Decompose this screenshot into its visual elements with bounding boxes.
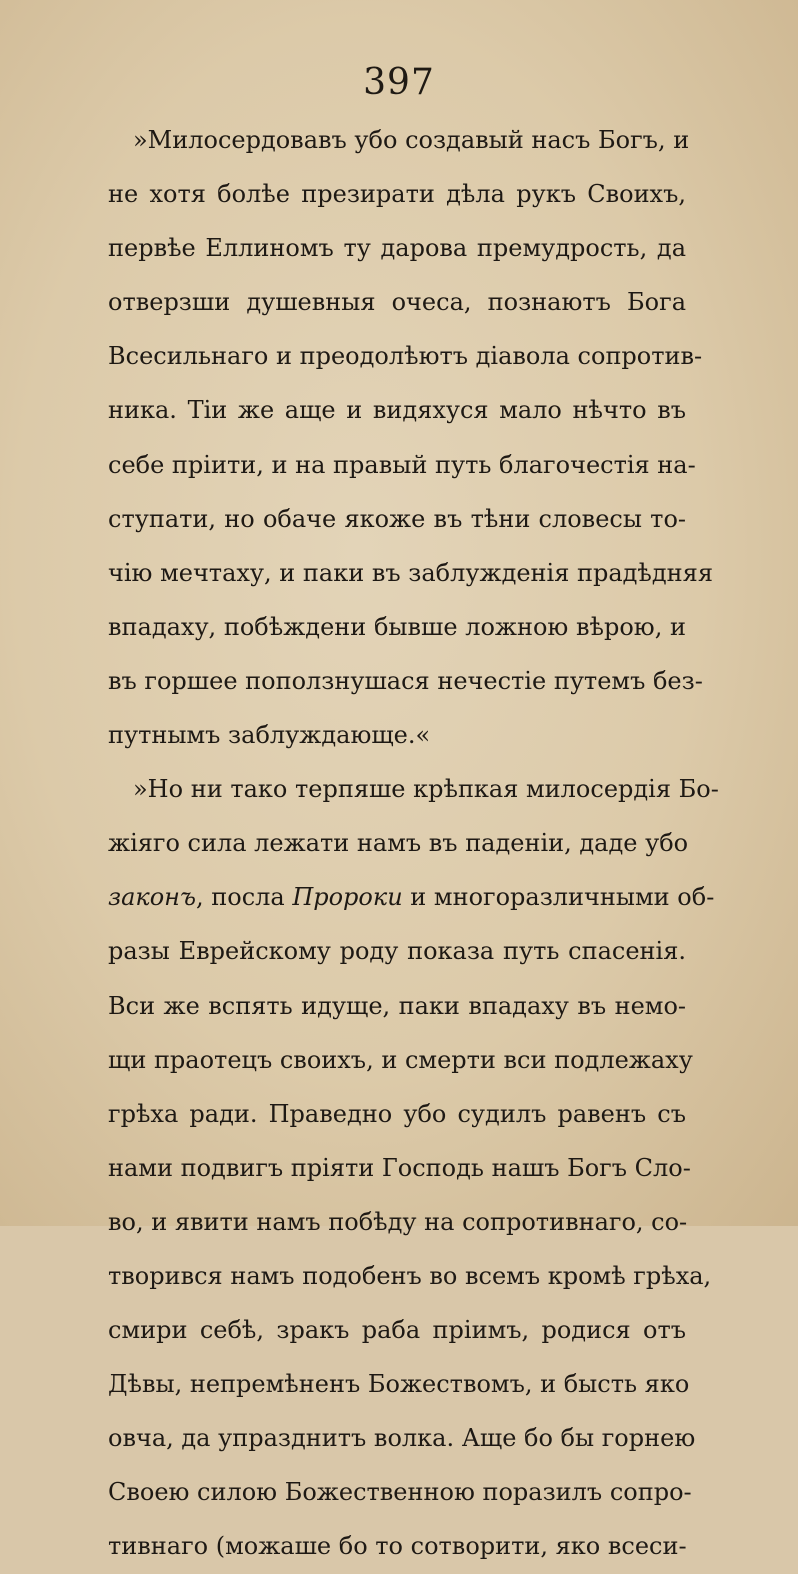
text-line-mixed <box>108 870 715 924</box>
body-text <box>108 113 719 1574</box>
text-line: ника. Тіи же аще и видяхуся мало нѣчто въ <box>108 396 686 425</box>
text-line: щи праотецъ своихъ, и смерти вси подлежаху <box>108 1045 693 1074</box>
text-line: смири себѣ, зракъ раба пріимъ, родися отъ <box>108 1316 686 1345</box>
text-line: нами подвигъ пріяти Господь нашъ Богъ Сло- <box>108 1153 691 1182</box>
text-line: въ горшее поползнушася нечестіе путемъ без- <box>108 666 703 695</box>
text-line: первѣе Еллиномъ ту дарова премудрость, да <box>108 234 686 263</box>
text-line: во, и явити намъ побѣду на сопротивнаго, со- <box>108 1207 688 1236</box>
text-line: Вси же вспять идуще, паки впадаху въ немо- <box>108 991 686 1020</box>
text-line: чію мечтаху, и паки въ заблужденія прадѣдняя <box>108 558 713 587</box>
text-line: творився намъ подобенъ во всемъ кромѣ грѣха, <box>108 1261 712 1290</box>
text-line: »Милосердовавъ убо создавый насъ Богъ, и <box>133 126 690 154</box>
text-line: »Но ни тако терпяше крѣпкая милосердія Бо- <box>133 775 719 804</box>
text-line: отверзши душевныя очеса, познаютъ Бога <box>108 288 686 317</box>
page-number: 397 <box>363 62 435 103</box>
text-line: ступати, но обаче якоже въ тѣни словесы то- <box>108 504 686 533</box>
text-line: путнымъ заблуждающе.« <box>108 721 431 750</box>
text-line: не хотя болѣе презирати дѣла рукъ Своихъ, <box>108 180 686 209</box>
text-span: , посла <box>195 883 293 912</box>
italic-word: Пророки <box>292 883 403 912</box>
text-line: себе пріити, и на правый путь благочестія на- <box>108 450 696 479</box>
text-line: овча, да упразднитъ волка. Аще бо бы горнею <box>108 1424 696 1453</box>
text-line: тивнаго (можаше бо то сотворити, яко всеси- <box>108 1532 687 1561</box>
italic-word: законъ <box>108 883 196 912</box>
text-line: грѣха ради. Праведно убо судилъ равенъ съ <box>108 1099 686 1128</box>
text-line: Всесильнаго и преодолѣютъ діавола сопротив- <box>108 342 703 371</box>
text-line: Своею силою Божественною поразилъ сопро- <box>108 1478 692 1507</box>
text-line: Дѣвы, непремѣненъ Божествомъ, и бысть яко <box>108 1370 690 1399</box>
text-line: жіяго сила лежати намъ въ паденіи, даде убо <box>108 829 689 858</box>
text-line: впадаху, побѣждени бывше ложною вѣрою, и <box>108 612 686 641</box>
text-line: разы Еврейскому роду показа путь спасенія. <box>108 937 686 966</box>
text-span: и многоразличными об- <box>402 883 715 912</box>
